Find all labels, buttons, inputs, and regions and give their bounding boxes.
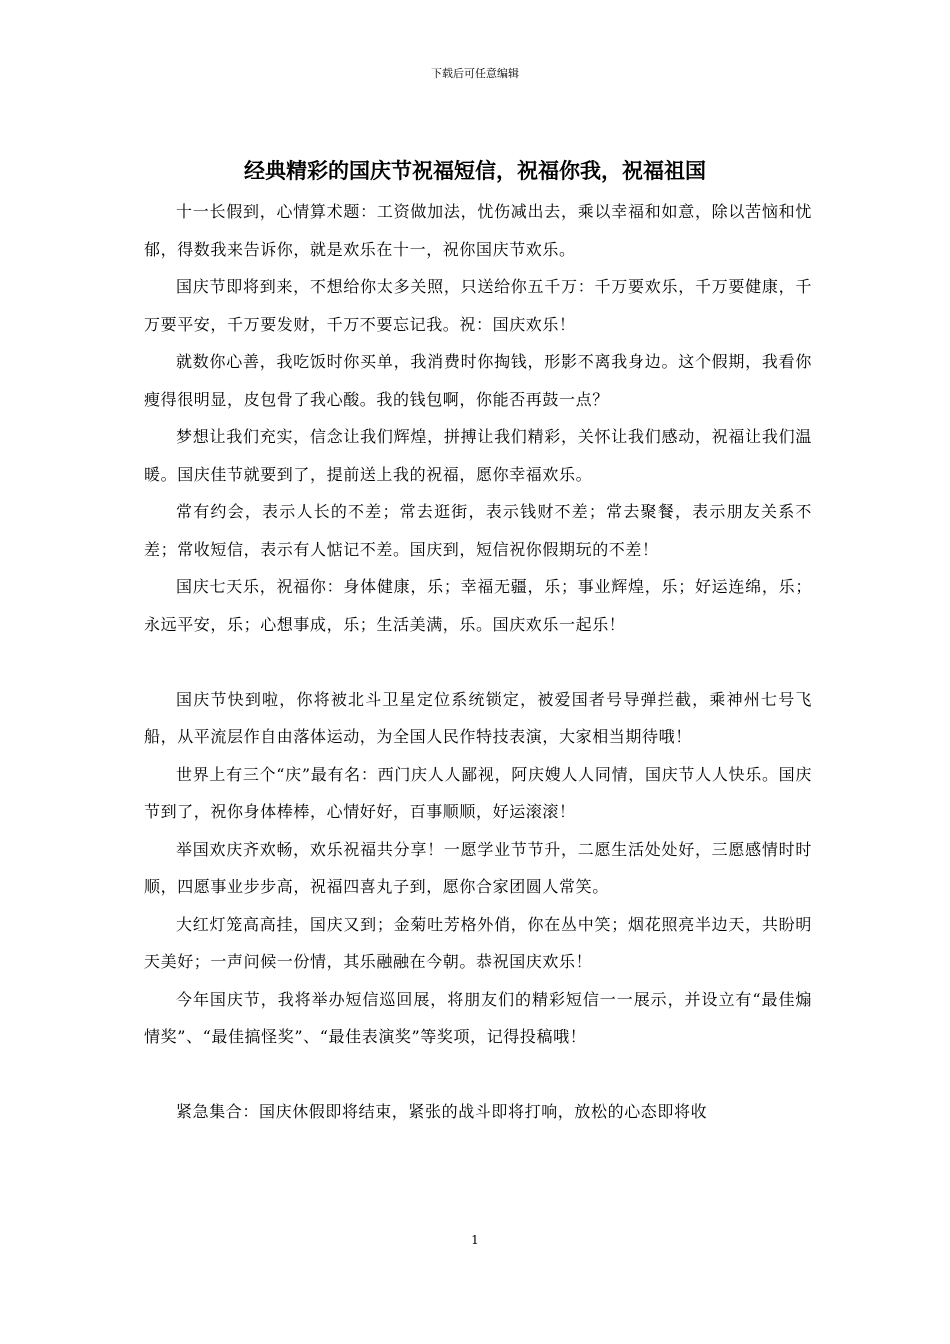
paragraph-6: 国庆七天乐，祝福你：身体健康，乐；幸福无疆，乐；事业辉煌，乐；好运连绵，乐；永远平安，乐；心想事成，乐；生活美满，乐。国庆欢乐一起乐！ xyxy=(144,577,812,634)
paragraph-1: 十一长假到，心情算术题：工资做加法，忧伤减出去，乘以幸福和如意，除以苦恼和忧郁，得数我来告诉你，就是欢乐在十一，祝你国庆节欢乐。 xyxy=(144,202,812,259)
paragraph-3: 就数你心善，我吃饭时你买单，我消费时你掏钱，形影不离我身边。这个假期，我看你瘦得很明显，皮包骨了我心酸。我的钱包啊，你能否再鼓一点？ xyxy=(144,352,812,409)
blank-line xyxy=(144,1056,812,1094)
paragraph-8: 世界上有三个“庆”最有名：西门庆人人鄙视，阿庆嫂人人同情，国庆节人人快乐。国庆节到了，祝你身体棒棒，心情好好，百事顺顺，好运滚滚！ xyxy=(144,764,812,821)
paragraph-9: 举国欢庆齐欢畅，欢乐祝福共分享！一愿学业节节升，二愿生活处处好，三愿感情时时顺，四愿事业步步高，祝福四喜丸子到，愿你合家团圆人常笑。 xyxy=(144,839,812,896)
document-body xyxy=(144,193,812,1131)
blank-line xyxy=(144,643,812,681)
paragraph-11: 今年国庆节，我将举办短信巡回展，将朋友们的精彩短信一一展示，并设立有“最佳煽情奖”、“最佳搞怪奖”、“最佳表演奖”等奖项，记得投稿哦！ xyxy=(144,989,812,1046)
paragraph-4: 梦想让我们充实，信念让我们辉煌，拼搏让我们精彩，关怀让我们感动，祝福让我们温暖。国庆佳节就要到了，提前送上我的祝福，愿你幸福欢乐。 xyxy=(144,427,812,484)
paragraph-10: 大红灯笼高高挂，国庆又到；金菊吐芳格外俏，你在丛中笑；烟花照亮半边天，共盼明天美好；一声问候一份情，其乐融融在今朝。恭祝国庆欢乐！ xyxy=(144,914,812,971)
paragraph-2: 国庆节即将到来，不想给你太多关照，只送给你五千万：千万要欢乐，千万要健康，千万要平安，千万要发财，千万不要忘记我。祝：国庆欢乐！ xyxy=(144,277,812,334)
document-title: 经典精彩的国庆节祝福短信，祝福你我，祝福祖国 xyxy=(244,158,706,183)
page-number: 1 xyxy=(471,1233,479,1247)
paragraph-7: 国庆节快到啦，你将被北斗卫星定位系统锁定，被爱国者号导弹拦截，乘神州七号飞船，从平流层作自由落体运动，为全国人民作特技表演，大家相当期待哦！ xyxy=(144,689,812,746)
page-header: 下载后可任意编辑 xyxy=(431,67,519,80)
paragraph-12: 紧急集合：国庆休假即将结束，紧张的战斗即将打响，放松的心态即将收 xyxy=(176,1102,708,1121)
paragraph-5: 常有约会，表示人长的不差；常去逛街，表示钱财不差；常去聚餐，表示朋友关系不差；常收短信，表示有人惦记不差。国庆到，短信祝你假期玩的不差！ xyxy=(144,502,812,559)
